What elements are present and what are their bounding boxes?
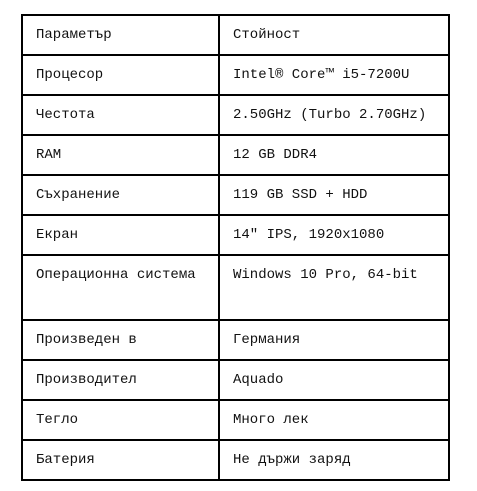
value-cell: Windows 10 Pro, 64-bit [219,255,449,320]
table-row [22,55,449,95]
parameter-cell: Екран [22,215,219,255]
table-row [22,215,449,255]
value-cell: Intel® Core™ i5-7200U [219,55,449,95]
parameter-cell: Производител [22,360,219,400]
value-cell: Aquado [219,360,449,400]
table-row [22,320,449,360]
table-row [22,95,449,135]
specs-table [21,14,450,481]
value-cell: 119 GB SSD + HDD [219,175,449,215]
parameter-cell: RAM [22,135,219,175]
table-row [22,360,449,400]
table-row [22,255,449,320]
header-cell-value: Стойност [219,15,449,55]
parameter-cell: Съхранение [22,175,219,215]
value-cell: Германия [219,320,449,360]
parameter-cell: Батерия [22,440,219,480]
value-cell: Не държи заряд [219,440,449,480]
table-header-row [22,15,449,55]
parameter-cell: Произведен в [22,320,219,360]
value-cell: Много лек [219,400,449,440]
table-row [22,400,449,440]
table-row [22,135,449,175]
parameter-cell: Операционна система [22,255,219,320]
parameter-cell: Честота [22,95,219,135]
value-cell: 12 GB DDR4 [219,135,449,175]
table-row [22,175,449,215]
value-cell: 2.50GHz (Turbo 2.70GHz) [219,95,449,135]
parameter-cell: Процесор [22,55,219,95]
header-cell-parameter: Параметър [22,15,219,55]
table-row [22,440,449,480]
parameter-cell: Тегло [22,400,219,440]
value-cell: 14" IPS, 1920x1080 [219,215,449,255]
